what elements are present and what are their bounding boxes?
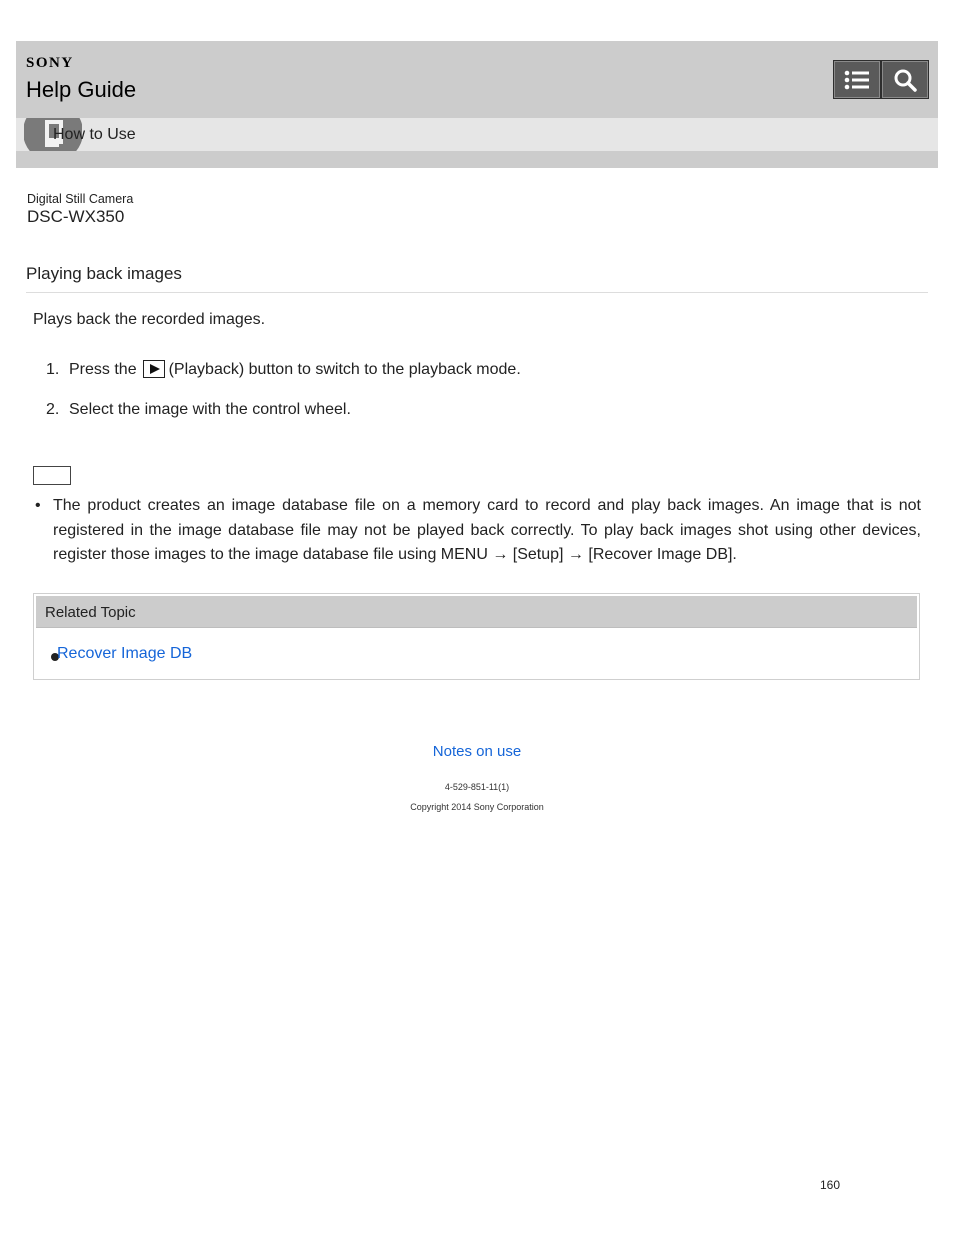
search-icon	[893, 68, 917, 92]
recover-image-db-link[interactable]: Recover Image DB	[57, 645, 193, 662]
note-label-box	[33, 466, 71, 485]
step-text: Select the image with the control wheel.	[69, 401, 351, 418]
copyright: Copyright 2014 Sony Corporation	[410, 802, 544, 812]
bullet-icon: •	[35, 497, 41, 514]
note-item	[33, 494, 921, 568]
step-text-after: (Playback) button to switch to the playback mode.	[168, 361, 521, 378]
related-topic-header	[36, 596, 917, 628]
list-menu-icon	[844, 69, 870, 91]
step-1	[46, 360, 521, 379]
menu-button[interactable]	[833, 60, 881, 99]
divider	[26, 292, 928, 293]
header-bottom-bar	[16, 151, 938, 168]
site-header	[16, 41, 938, 118]
product-category: Digital Still Camera	[27, 192, 134, 206]
footer-notes	[0, 743, 954, 760]
related-topic-heading: Related Topic	[45, 604, 136, 621]
search-button[interactable]	[881, 60, 929, 99]
page-number: 160	[820, 1178, 841, 1192]
step-2	[46, 401, 351, 419]
help-guide-title: Help Guide	[26, 77, 137, 102]
step-number: 1.	[46, 361, 60, 378]
note-text: The product creates an image database file on a memory card to record and play back images. An image that is not registered in the image database file may not be played back correctly. To play back images shot using other devices, register those images to the image database file using MENU → [Setup] → [Recover Image DB].	[53, 497, 921, 563]
section-nav[interactable]	[16, 118, 938, 151]
section-nav-label[interactable]: How to Use	[53, 126, 136, 143]
page-title: Playing back images	[26, 264, 182, 283]
playback-icon	[143, 360, 165, 378]
notes-on-use-link[interactable]: Notes on use	[432, 743, 522, 760]
intro-text: Plays back the recorded images.	[33, 311, 266, 328]
step-number: 2.	[46, 401, 60, 418]
sony-logo: SONY	[26, 55, 74, 71]
related-topic-box	[33, 593, 920, 680]
product-model: DSC-WX350	[27, 207, 125, 226]
step-text-before: Press the	[69, 361, 137, 378]
document-code: 4-529-851-11(1)	[444, 782, 510, 792]
